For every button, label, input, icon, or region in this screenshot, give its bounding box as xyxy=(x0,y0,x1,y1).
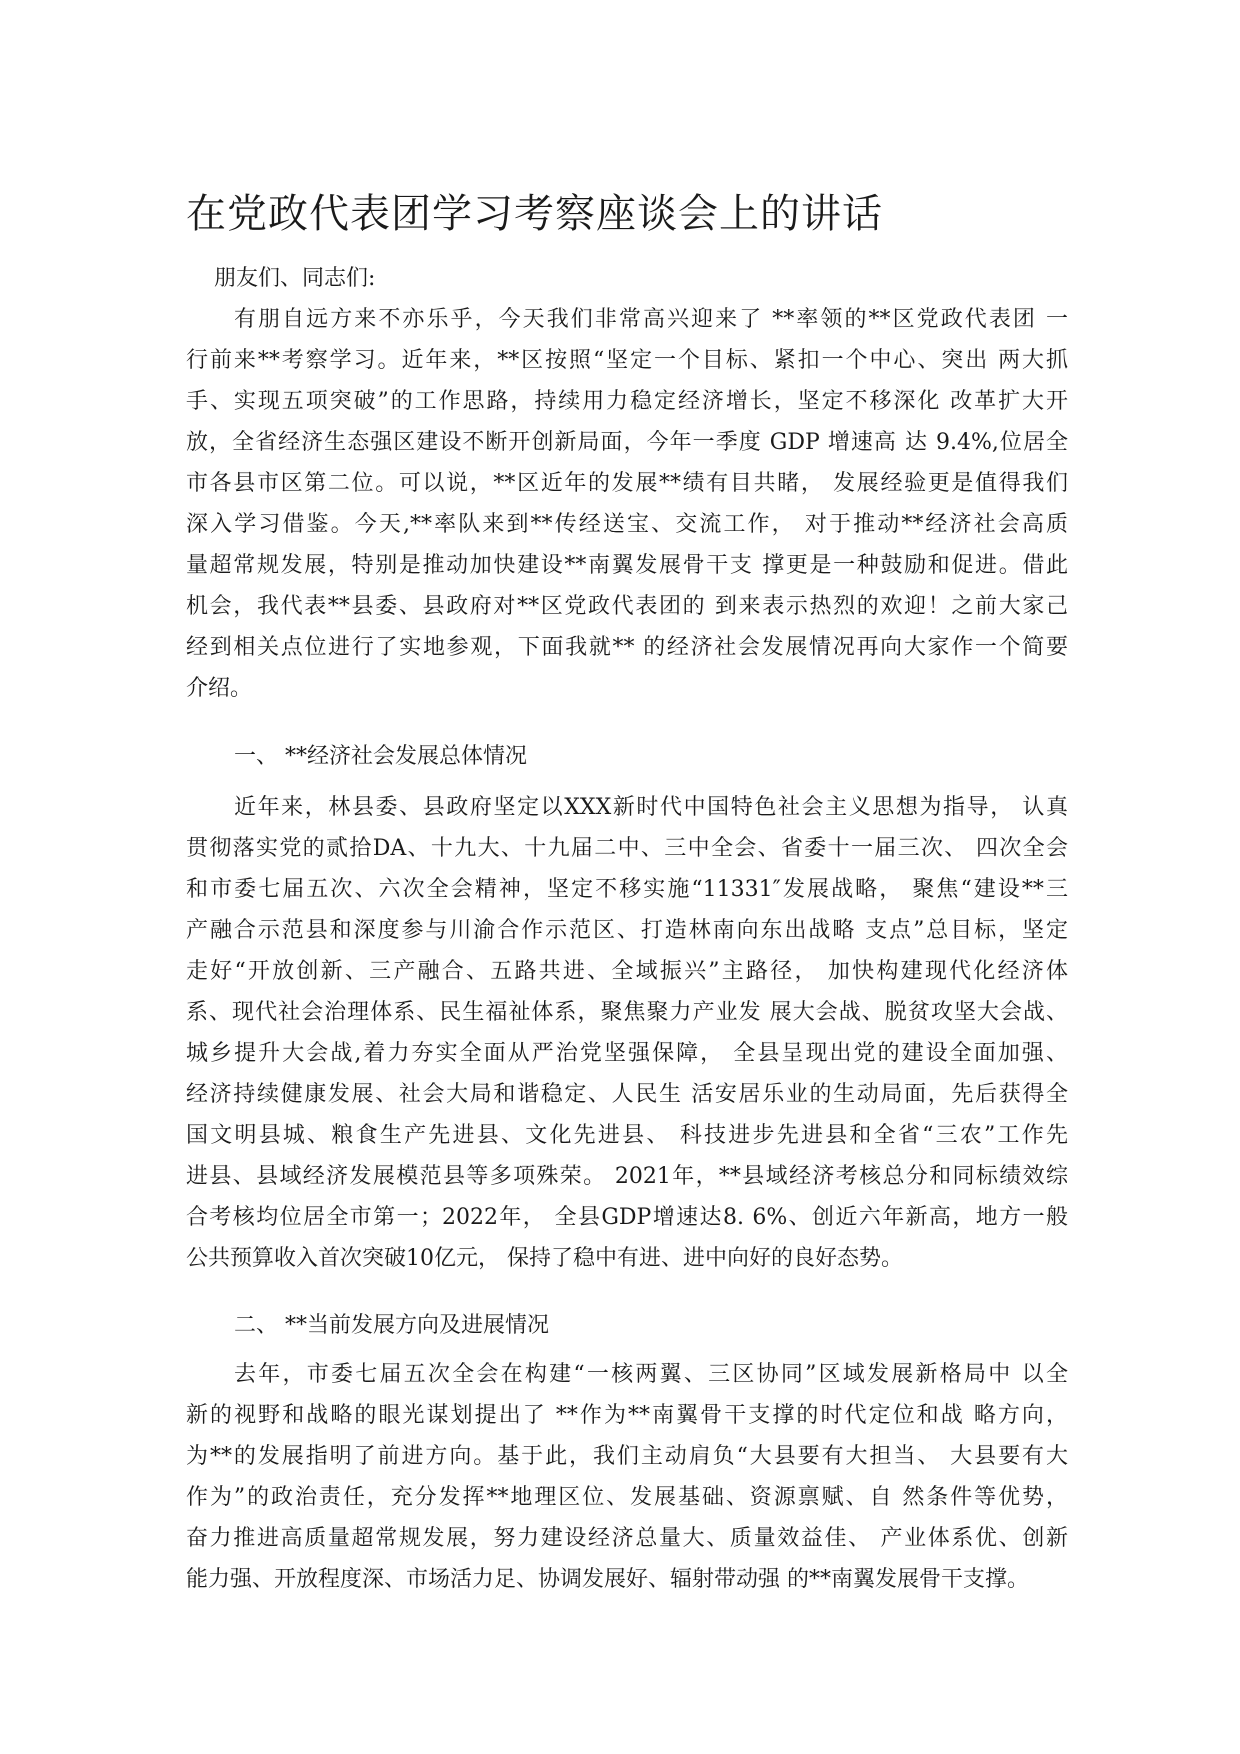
section1-paragraph xyxy=(186,787,1068,1279)
paragraph-line: 公共预算收入首次突破10亿元， 保持了稳中有进、进中向好的良好态势。 xyxy=(186,1246,903,1271)
paragraph-line: 新的视野和战略的眼光谋划提出了 **作为**南翼骨干支撑的时代定位和战 略方向， xyxy=(186,1403,1068,1428)
paragraph-line: 能力强、开放程度深、市场活力足、协调发展好、辐射带动强 的**南翼发展骨干支撑。 xyxy=(186,1567,1029,1592)
paragraph-line: 和市委七届五次、六次全会精神，坚定不移实施“11331″发展战略， 聚焦“建设**三 xyxy=(186,877,1068,902)
paragraph-line: 为**的发展指明了前进方向。基于此，我们主动肩负“大县要有大担当、 大县要有大 xyxy=(186,1444,1068,1469)
paragraph-line: 产融合示范县和深度参与川渝合作示范区、打造林南向东出战略 支点”总目标，坚定 xyxy=(186,918,1068,943)
paragraph-line: 作为”的政治责任，充分发挥**地理区位、发展基础、资源禀赋、自 然条件等优势， xyxy=(186,1485,1068,1510)
paragraph-line: 有朋自远方来不亦乐乎，今天我们非常高兴迎来了 **率领的**区党政代表团 一 xyxy=(234,307,1068,332)
paragraph-line: 量超常规发展，特别是推动加快建设**南翼发展骨干支 撑更是一种鼓励和促进。借此 xyxy=(186,553,1068,578)
paragraph-line: 近年来，林县委、县政府坚定以XXX新时代中国特色社会主义思想为指导， 认真 xyxy=(234,795,1068,820)
salutation: 朋友们、同志们: xyxy=(214,266,376,291)
paragraph-line: 介绍。 xyxy=(186,676,253,701)
paragraph-line: 行前来**考察学习。近年来，**区按照“坚定一个目标、紧扣一个中心、突出 两大抓 xyxy=(186,348,1068,373)
paragraph-line: 进县、县域经济发展模范县等多项殊荣。 2021年，**县域经济考核总分和同标绩效综 xyxy=(186,1164,1068,1189)
paragraph-line: 走好“开放创新、三产融合、五路共进、全域振兴”主路径， 加快构建现代化经济体 xyxy=(186,959,1068,984)
document-title: 在党政代表团学习考察座谈会上的讲话 xyxy=(186,191,883,237)
paragraph-line: 手、实现五项突破”的工作思路，持续用力稳定经济增长，坚定不移深化 改革扩大开 xyxy=(186,389,1068,414)
section-heading-1: 一、 **经济社会发展总体情况 xyxy=(234,744,527,769)
paragraph-line: 经济持续健康发展、社会大局和谐稳定、人民生 活安居乐业的生动局面，先后获得全 xyxy=(186,1082,1068,1107)
paragraph-line: 系、现代社会治理体系、民生福祉体系，聚焦聚力产业发 展大会战、脱贫攻坚大会战、 xyxy=(186,1000,1068,1025)
paragraph-line: 奋力推进高质量超常规发展，努力建设经济总量大、质量效益佳、 产业体系优、创新 xyxy=(186,1526,1068,1551)
paragraph-line: 放，全省经济生态强区建设不断开创新局面，今年一季度 GDP 增速高 达 9.4%,位居全 xyxy=(186,430,1068,455)
intro-paragraph xyxy=(186,299,1068,709)
paragraph-line: 深入学习借鉴。今天,**率队来到**传经送宝、交流工作， 对于推动**经济社会高质 xyxy=(186,512,1068,537)
paragraph-line: 贯彻落实党的贰拾DA、十九大、十九届二中、三中全会、省委十一届三次、 四次全会 xyxy=(186,836,1068,861)
section2-paragraph xyxy=(186,1354,1068,1600)
paragraph-line: 市各县市区第二位。可以说，**区近年的发展**绩有目共睹， 发展经验更是值得我们 xyxy=(186,471,1068,496)
paragraph-line: 合考核均位居全市第一；2022年， 全县GDP增速达8. 6%、创近六年新高，地方一般 xyxy=(186,1205,1068,1230)
paragraph-line: 城乡提升大会战,着力夯实全面从严治党坚强保障， 全县呈现出党的建设全面加强、 xyxy=(186,1041,1068,1066)
paragraph-line: 机会，我代表**县委、县政府对**区党政代表团的 到来表示热烈的欢迎！之前大家己 xyxy=(186,594,1068,619)
paragraph-line: 去年，市委七届五次全会在构建“一核两翼、三区协同”区域发展新格局中 以全 xyxy=(234,1362,1068,1387)
paragraph-line: 经到相关点位进行了实地参观，下面我就** 的经济社会发展情况再向大家作一个简要 xyxy=(186,635,1068,660)
paragraph-line: 国文明县城、粮食生产先进县、文化先进县、 科技进步先进县和全省“三农”工作先 xyxy=(186,1123,1068,1148)
section-heading-2: 二、 **当前发展方向及进展情况 xyxy=(234,1313,549,1338)
